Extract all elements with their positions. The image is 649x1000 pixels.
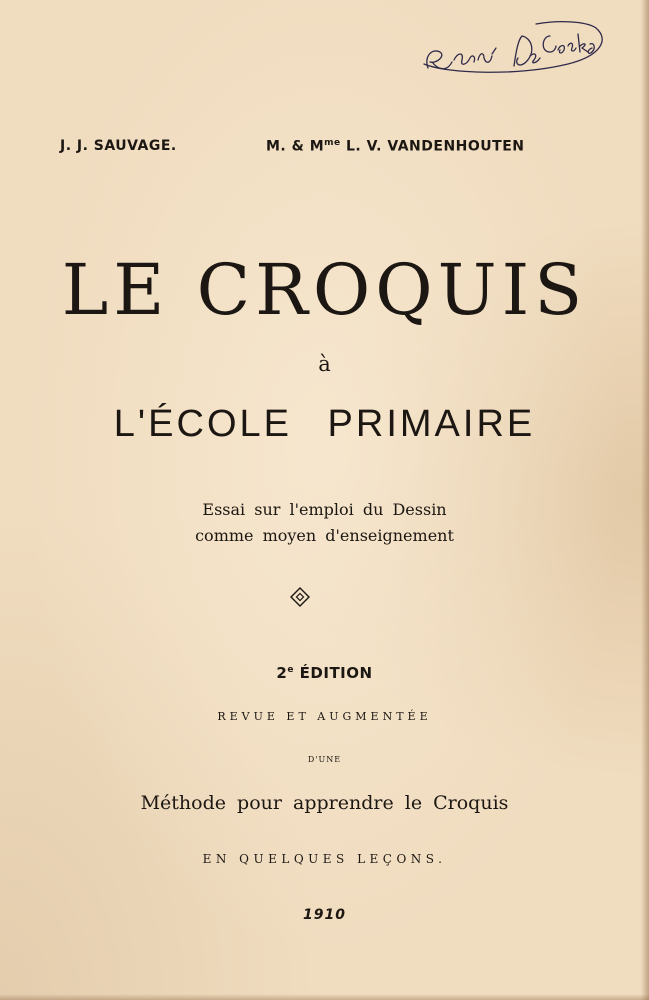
dune-line: D'UNE — [307, 755, 342, 764]
diamond-ornament-icon — [289, 586, 311, 608]
book-subtitle: L'ÉCOLE PRIMAIRE — [113, 403, 536, 445]
signature-drawing — [418, 18, 610, 82]
page-edge-bottom — [0, 994, 649, 1000]
author-vandenhouten-sup: me — [324, 138, 341, 148]
essay-line-2: comme moyen d'enseignement — [195, 526, 454, 545]
title-connector: à — [318, 352, 331, 376]
edition-word: ÉDITION — [293, 664, 373, 682]
revue-line: REVUE ET AUGMENTÉE — [217, 710, 432, 723]
author-vandenhouten — [266, 138, 525, 155]
publication-year: 1910 — [303, 907, 346, 923]
methode-line: Méthode pour apprendre le Croquis — [140, 792, 509, 814]
page-edge-right — [641, 0, 649, 1000]
edition-label — [0, 664, 649, 682]
owner-signature — [418, 18, 610, 82]
essay-line-1: Essai sur l'emploi du Dessin — [202, 500, 447, 519]
edition-number: 2 — [276, 664, 288, 682]
edition-sup: e — [287, 665, 294, 675]
lecons-line: EN QUELQUES LEÇONS. — [202, 852, 447, 866]
author-sauvage: J. J. SAUVAGE. — [60, 138, 177, 154]
book-title: LE CROQUIS — [61, 249, 588, 331]
author-vandenhouten-prefix: M. & M — [266, 138, 325, 155]
author-vandenhouten-name: L. V. VANDENHOUTEN — [340, 138, 525, 155]
essay-description — [0, 497, 649, 549]
